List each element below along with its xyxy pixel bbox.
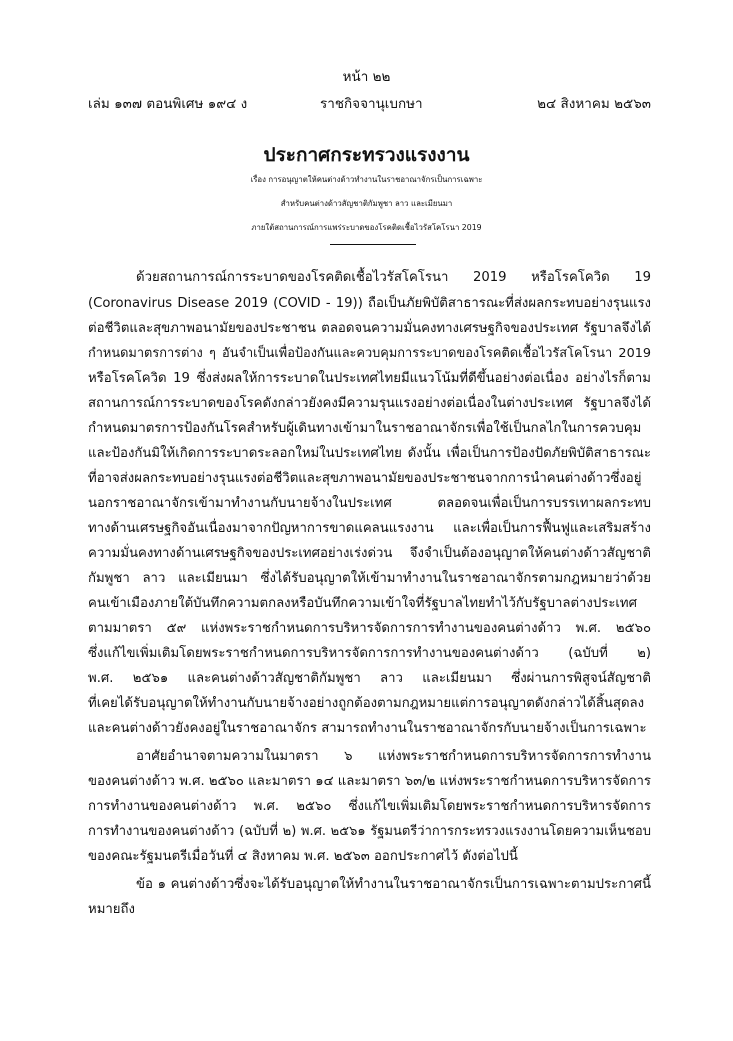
body-line: และป้องกันมิให้เกิดการระบาดระลอกใหม่ในประเทศไทย ดังนั้น เพื่อเป็นการป้องปัดภัยพิบัติสาธารณะ [88,446,651,461]
body-line: นอกราชอาณาจักรเข้ามาทำงานกับนายจ้างในประเทศ ตลอดจนเพื่อเป็นการบรรเทาผลกระทบ [88,496,651,511]
body-line: กำหนดมาตรการต่าง ๆ อันจำเป็นเพื่อป้องกันและควบคุมการระบาดของโรคติดเชื้อไวรัสโคโรนา 2019 [88,346,651,361]
issue-date: ๒๔ สิงหาคม ๒๕๖๓ [537,96,651,112]
body-line: ที่อาจส่งผลกระทบอย่างรุนแรงต่อชีวิตและสุขภาพอนามัยของประชาชนจากการนำคนต่างด้าวซึ่งอยู่ [88,471,642,486]
body-line: ทางด้านเศรษฐกิจอันเนื่องมาจากปัญหาการขาดแคลนแรงงาน และเพื่อเป็นการฟื้นฟูและเสริมสร้าง [88,521,651,536]
body-line: กำหนดมาตรการป้องกันโรคสำหรับผู้เดินทางเข้ามาในราชอาณาจักรเพื่อใช้เป็นกลไกในการควบคุม [88,421,642,436]
body-line: (Coronavirus Disease 2019 (COVID - 19)) ถือเป็นภัยพิบัติสาธารณะที่ส่งผลกระทบอย่างรุนแรง [88,296,651,311]
body-line: หรือโรคโควิด 19 ซึ่งส่งผลให้การระบาดในประเทศไทยมีแนวโน้มที่ดีขึ้นอย่างต่อเนื่อง อย่างไรก็ตาม [88,371,651,386]
clause-line: หมายถึง [88,902,135,917]
subject-line: สำหรับคนต่างด้าวสัญชาติกัมพูชา ลาว และเมียนมา [280,199,453,208]
subject-line: ภายใต้สถานการณ์การแพร่ระบาดของโรคติดเชื้อไวรัสโคโรนา 2019 [251,223,482,232]
body-line: ความมั่นคงทางด้านเศรษฐกิจของประเทศอย่างเร่งด่วน จึงจำเป็นต้องอนุญาตให้คนต่างด้าวสัญชาติ [88,546,651,561]
subject-line: เรื่อง การอนุญาตให้คนต่างด้าวทำงานในราชอาณาจักรเป็นการเฉพาะ [250,175,483,184]
title-divider [330,244,416,245]
volume-info: เล่ม ๑๓๗ ตอนพิเศษ ๑๙๔ ง [88,96,248,112]
body-line: กัมพูชา ลาว และเมียนมา ซึ่งได้รับอนุญาตให้เข้ามาทำงานในราชอาณาจักรตามกฎหมายว่าด้วย [88,571,651,586]
body-line: พ.ศ. ๒๕๖๑ และคนต่างด้าวสัญชาติกัมพูชา ลาว และเมียนมา ซึ่งผ่านการพิสูจน์สัญชาติ [88,671,651,686]
clause-line: ข้อ ๑ คนต่างด้าวซึ่งจะได้รับอนุญาตให้ทำงานในราชอาณาจักรเป็นการเฉพาะตามประกาศนี้ [136,877,651,892]
body-line: คนเข้าเมืองภายใต้บันทึกความตกลงหรือบันทึกความเข้าใจที่รัฐบาลไทยทำไว้กับรัฐบาลต่างประเทศ [88,596,637,611]
body-line: การทำงานของคนต่างด้าว (ฉบับที่ ๒) พ.ศ. ๒๕๖๑ รัฐมนตรีว่าการกระทรวงแรงงานโดยความเห็นชอบ [88,824,651,839]
body-line: ซึ่งแก้ไขเพิ่มเติมโดยพระราชกำหนดการบริหารจัดการการทำงานของคนต่างด้าว (ฉบับที่ ๒) [88,646,651,661]
body-line: ของคนต่างด้าว พ.ศ. ๒๕๖๐ และมาตรา ๑๔ และมาตรา ๖๓/๒ แห่งพระราชกำหนดการบริหารจัดการ [88,774,651,789]
body-line: ของคณะรัฐมนตรีเมื่อวันที่ ๔ สิงหาคม พ.ศ. ๒๕๖๓ ออกประกาศไว้ ดังต่อไปนี้ [88,849,518,864]
announcement-title: ประกาศกระทรวงแรงงาน [263,144,470,166]
body-line: การทำงานของคนต่างด้าว พ.ศ. ๒๕๖๐ ซึ่งแก้ไขเพิ่มเติมโดยพระราชกำหนดการบริหารจัดการ [88,799,651,814]
body-line: ต่อชีวิตและสุขภาพอนามัยของประชาชน ตลอดจนความมั่นคงทางเศรษฐกิจของประเทศ รัฐบาลจึงได้ [88,321,651,336]
body-line: ที่เคยได้รับอนุญาตให้ทำงานกับนายจ้างอย่างถูกต้องตามกฎหมายแต่การอนุญาตดังกล่าวได้สิ้นสุดลง [88,696,645,711]
gazette-name: ราชกิจจานุเบกษา [320,96,423,112]
body-line: และคนต่างด้าวยังคงอยู่ในราชอาณาจักร สามารถทำงานในราชอาณาจักรกับนายจ้างเป็นการเฉพาะ [88,721,647,736]
body-line: ด้วยสถานการณ์การระบาดของโรคติดเชื้อไวรัสโคโรนา 2019 หรือโรคโควิด 19 [136,270,651,285]
gazette-header-row [88,92,651,114]
body-line: ตามมาตรา ๕๙ แห่งพระราชกำหนดการบริหารจัดการการทำงานของคนต่างด้าว พ.ศ. ๒๕๖๐ [88,621,651,636]
body-line: อาศัยอำนาจตามความในมาตรา ๖ แห่งพระราชกำหนดการบริหารจัดการการทำงาน [136,749,651,764]
body-line: สถานการณ์การระบาดของโรคดังกล่าวยังคงมีความรุนแรงอย่างต่อเนื่องในต่างประเทศ รัฐบาลจึงได้ [88,396,651,411]
page-number: หน้า ๒๒ [342,69,391,85]
